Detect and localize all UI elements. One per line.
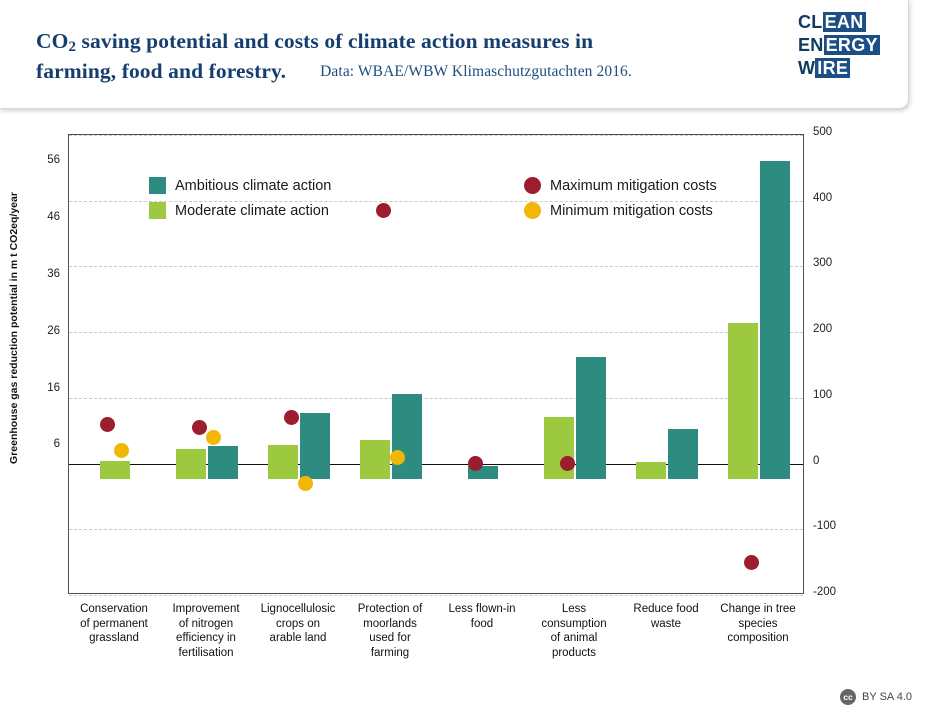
y-axis-right-tick-label: 0 <box>813 454 820 467</box>
title-co2-prefix: CO <box>36 29 69 53</box>
bar-moderate <box>268 445 298 479</box>
logo-row-3-highlight: IRE <box>817 58 849 78</box>
bar-ambitious <box>760 161 790 479</box>
y-axis-left-tick-label: 56 <box>47 154 60 167</box>
marker-minimum-mitigation-cost <box>390 450 405 465</box>
y-axis-right-tick-label: -100 <box>813 520 837 533</box>
x-axis-category-label: Improvement of nitrogen efficiency in fertilisation <box>172 603 240 659</box>
logo-row-2-highlight: ERGY <box>825 35 878 55</box>
legend-label-max-cost: Maximum mitigation costs <box>550 177 717 194</box>
marker-maximum-mitigation-cost <box>100 417 115 432</box>
header-card <box>0 0 909 109</box>
marker-maximum-mitigation-cost <box>468 456 483 471</box>
legend-item-max-cost <box>524 177 717 194</box>
y-axis-left-tick-label: 46 <box>47 211 60 224</box>
y-axis-left-title: Greenhouse gas reduction potential in m t CO2eq/year <box>8 192 20 464</box>
title-line-2 <box>36 58 766 87</box>
x-axis-category-label: Conservation of permanent grassland <box>80 603 148 644</box>
marker-maximum-mitigation-cost <box>744 555 759 570</box>
y-axis-right-tick-label: -200 <box>813 586 837 598</box>
y-axis-right-tick-label: 100 <box>813 388 833 401</box>
bar-moderate <box>360 440 390 480</box>
marker-minimum-mitigation-cost <box>206 430 221 445</box>
bar-ambitious <box>576 357 606 479</box>
logo-row-2-plain: EN <box>798 35 824 55</box>
legend-swatch-moderate <box>149 202 166 219</box>
legend-label-min-cost: Minimum mitigation costs <box>550 202 713 219</box>
bar-moderate <box>636 462 666 479</box>
legend-label-moderate: Moderate climate action <box>175 202 329 219</box>
gridline <box>69 595 803 596</box>
bar-ambitious <box>668 429 698 479</box>
page-title <box>36 28 766 87</box>
gridline <box>69 135 803 136</box>
marker-maximum-mitigation-cost <box>560 456 575 471</box>
y-axis-right-tick-label: 500 <box>813 126 833 138</box>
logo-row-1-highlight: EAN <box>824 12 864 32</box>
chart-area <box>0 110 926 711</box>
title-line-1 <box>36 28 766 58</box>
plot-region <box>68 134 804 594</box>
y-axis-left-tick-label: 6 <box>53 438 60 451</box>
marker-maximum-mitigation-cost <box>192 420 207 435</box>
x-axis-category-label: Reduce food waste <box>633 603 699 630</box>
logo-row-1 <box>798 12 882 33</box>
gridline <box>69 529 803 530</box>
logo-row-3 <box>798 58 882 79</box>
bar-ambitious <box>392 394 422 479</box>
creative-commons-icon: cc <box>840 689 856 705</box>
bar-moderate <box>728 323 758 479</box>
x-axis-category-label: Change in tree species composition <box>720 603 796 644</box>
licence-text: BY SA 4.0 <box>862 691 912 703</box>
title-line-2-text: farming, food and forestry. <box>36 59 287 83</box>
clean-energy-wire-logo <box>798 12 882 81</box>
y-axis-left-tick-label: 26 <box>47 324 60 337</box>
gridline <box>69 398 803 399</box>
x-axis-category-label: Less consumption of animal products <box>541 603 607 659</box>
legend-label-ambitious: Ambitious climate action <box>175 177 332 194</box>
legend-dot-min-cost <box>524 202 541 219</box>
x-axis-category-label: Lignocellulosic crops on arable land <box>260 603 336 644</box>
legend-swatch-ambitious <box>149 177 166 194</box>
logo-row-1-plain: CL <box>798 12 823 32</box>
marker-minimum-mitigation-cost <box>298 476 313 491</box>
logo-row-2 <box>798 35 882 56</box>
x-axis-category-label: Less flown-in food <box>448 603 516 630</box>
gridline <box>69 266 803 267</box>
legend-dot-max-cost <box>524 177 541 194</box>
marker-minimum-mitigation-cost <box>114 443 129 458</box>
data-source-note: Data: WBAE/WBW Klimaschutzgutachten 2016. <box>320 63 632 80</box>
bar-moderate <box>176 449 206 480</box>
y-axis-right-tick-label: 200 <box>813 323 833 336</box>
x-axis-category-label: Protection of moorlands used for farming <box>357 603 423 659</box>
legend-item-ambitious <box>149 177 331 194</box>
bar-ambitious <box>208 446 238 479</box>
legend-item-min-cost <box>524 202 713 219</box>
y-axis-right-tick-label: 300 <box>813 257 833 270</box>
title-line-1-text: saving potential and costs of climate action measures in <box>76 29 594 53</box>
marker-maximum-mitigation-cost <box>376 203 391 218</box>
bar-ambitious <box>300 413 330 479</box>
legend-item-moderate <box>149 202 329 219</box>
marker-maximum-mitigation-cost <box>284 410 299 425</box>
logo-row-3-plain: W <box>798 58 816 78</box>
licence-notice <box>840 689 912 705</box>
y-axis-right-tick-label: 400 <box>813 191 833 204</box>
y-axis-left-tick-label: 16 <box>47 381 60 394</box>
y-axis-left-tick-label: 36 <box>47 267 60 280</box>
bar-moderate <box>100 461 130 479</box>
title-co2-subscript: 2 <box>68 39 77 55</box>
gridline <box>69 332 803 333</box>
